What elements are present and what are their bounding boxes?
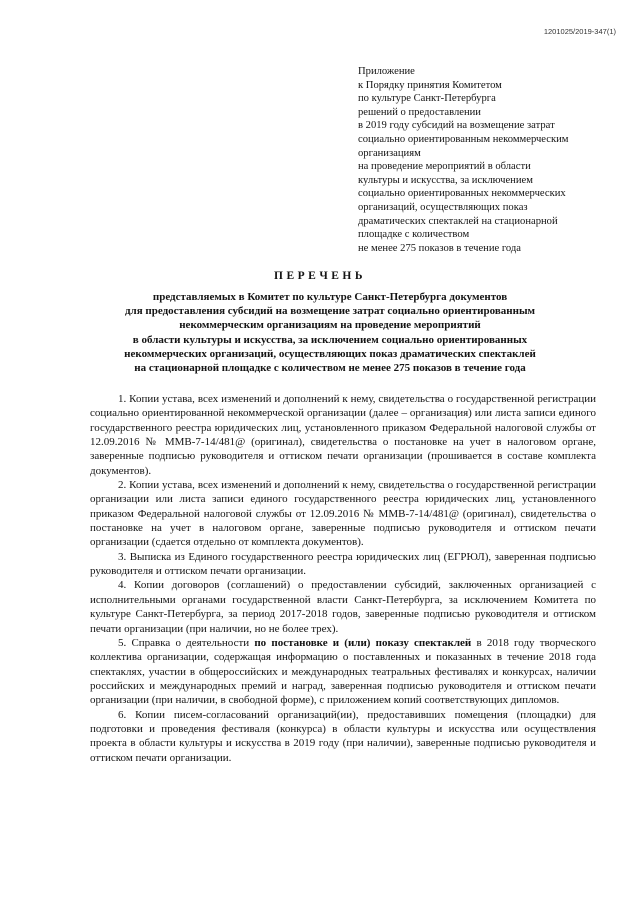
list-item-5-start: 5. Справка о деятельности [118,636,255,649]
list-item-2: 2. Копии устава, всех изменений и дополнений к нему, свидетельства о государственной регистрации организации или листа записи единого государственного реестра юридических лиц, установленного приказом Федеральной налоговой службы от 12.09.2016 № ММВ-7-14/481@ (оригинал), свидетельства о постановке на учет в налоговом органе, заверенные подписью руководителя и оттиском печати организации (сдается отдельно от комплекта документов). [90,479,596,549]
list-item-1: 1. Копии устава, всех изменений и дополнений к нему, свидетельства о государственной регистрации социально ориентированной некоммерческой организации (далее – организация) или листа записи единого государственного реестра юридических лиц, установленного приказом Федеральной налоговой службы от 12.09.2016 № ММВ-7-14/481@ (оригинал), свидетельства о постановке на учет в налоговом органе, заверенные подписью руководителя и оттиском печати организации (прошивается в составе комплекта документов). [90,393,596,477]
list-item-6: 6. Копии писем-согласований организаций(ии), предоставивших помещения (площадки) для подготовки и проведения фестиваля (конкурса) в области культуры и искусства или осуществления проекта в области культуры и искусства в 2019 году (при наличии), заверенные подписью руководителя и оттиском печати организации. [90,708,596,764]
list-item-3: 3. Выписка из Единого государственного реестра юридических лиц (ЕГРЮЛ), заверенная подписью руководителя и оттиском печати организации. [90,550,596,578]
appendix-block [358,65,628,255]
subtitle-line: некоммерческим организациям на проведение мероприятий [179,319,481,332]
appendix-line: социально ориентированных некоммерческих [358,188,566,200]
document-title: ПЕРЕЧЕНЬ [274,270,366,282]
appendix-line: по культуре Санкт-Петербурга [358,93,496,105]
subtitle-line: в области культуры и искусства, за исключением социально ориентированных [132,333,528,346]
list-item-5-bold: по постановке и (или) показу спектаклей [254,636,472,649]
document-body [90,392,596,765]
appendix-line: Приложение [358,66,415,77]
subtitle-line: некоммерческих организаций, осуществляющих показ драматических спектаклей [124,347,536,360]
list-item-5-end: в 2018 году творческого коллектива организации, содержащая информацию о поставленных и показанных в течение 2018 года спектаклях, участии в общероссийских и международных театральных фестивалях и конкурсах, наличии российских и международных премий и наград, заверенная подписью руководителя и оттиском печати организации (при наличии, в свободной форме), с приложением копий соответствующих дипломов. [90,636,596,707]
document-subtitle [60,290,600,375]
appendix-line: на проведение мероприятий в области [358,161,531,173]
subtitle-line: для предоставления субсидий на возмещение затрат социально ориентированным [124,305,536,318]
appendix-line: к Порядку принятия Комитетом [358,79,502,91]
appendix-line: площадке с количеством [358,229,470,241]
subtitle-line: представляемых в Комитет по культуре Санкт-Петербурга документов [152,291,508,303]
appendix-line: организаций, осуществляющих показ [358,201,528,213]
document-number: 1201025/2019-347(1) [543,27,616,36]
list-item-4: 4. Копии договоров (соглашений) о предоставлении субсидий, заключенных организацией с исполнительными органами государственной власти Санкт-Петербурга, за исключением Комитета по культуре Санкт-Петербурга, за период 2017-2018 годов, заверенные подписью руководителя и оттиском печати организации (при наличии, но не более трех). [90,579,596,635]
appendix-line: в 2019 году субсидий на возмещение затрат [358,120,555,132]
subtitle-line: на стационарной площадке с количеством не менее 275 показов в течение года [134,362,526,375]
appendix-line: культуры и искусства, за исключением [358,174,533,186]
appendix-line: решений о предоставлении [358,106,481,118]
appendix-line: не менее 275 показов в течение года [358,242,522,254]
list-item-5 [90,636,596,708]
appendix-line: социально ориентированным некоммерческим [358,133,569,145]
appendix-line: организациям [358,147,421,159]
appendix-line: драматических спектаклей на стационарной [358,215,558,227]
